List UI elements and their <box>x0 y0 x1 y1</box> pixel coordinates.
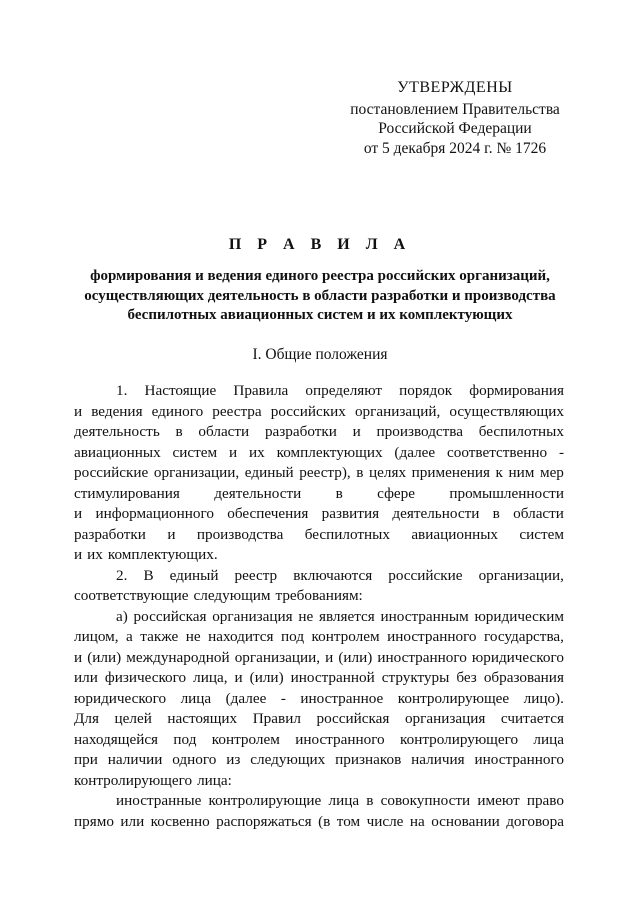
body-word: или <box>74 669 98 686</box>
body-word: наличии <box>107 751 163 768</box>
body-word: контролирующего <box>400 730 519 748</box>
body-word: систем <box>519 525 564 543</box>
body-word: основании <box>431 812 500 830</box>
body-word: российская <box>133 607 207 625</box>
body-word: включаются <box>293 566 373 584</box>
body-word: в <box>175 423 183 440</box>
body-word: (или) <box>87 648 122 666</box>
body-word: деятельность <box>74 423 160 440</box>
body-line <box>74 463 564 484</box>
body-word: - <box>280 689 286 707</box>
body-word: промышленности <box>449 484 564 502</box>
body-word: в <box>335 484 343 502</box>
body-line <box>74 689 564 710</box>
body-word: и <box>234 669 243 686</box>
approval-block <box>335 78 575 158</box>
body-word: а) <box>116 607 128 625</box>
body-word: иностранного <box>387 628 477 645</box>
body-word: следующим <box>193 587 271 604</box>
body-word: настоящих <box>167 710 238 727</box>
body-line <box>74 607 564 628</box>
body-word: Настоящие <box>144 382 217 399</box>
approval-line: от 5 декабря 2024 г. № 1726 <box>363 139 547 157</box>
body-word: находящейся <box>74 730 159 748</box>
body-line <box>74 668 564 689</box>
body-word: лицом, <box>74 628 119 645</box>
body-word: единый <box>169 566 219 584</box>
body-word: (или) <box>338 648 373 666</box>
body-word: и <box>229 443 238 461</box>
body-word: контролем <box>211 730 280 748</box>
body-word: организация <box>212 607 293 625</box>
body-word: иностранного <box>474 751 564 768</box>
body-word: производства <box>376 423 464 440</box>
body-word: на <box>409 812 425 830</box>
body-word: контролирующего <box>74 771 193 789</box>
body-word: сфере <box>377 484 415 502</box>
body-word: образования <box>483 669 564 686</box>
body-word: 2. <box>116 566 128 584</box>
body-word: (далее <box>225 689 267 707</box>
body-word: и <box>74 505 83 522</box>
body-word: единого <box>151 402 204 420</box>
body-word: лица, <box>193 669 228 686</box>
body-word: производства <box>196 525 284 543</box>
document-subtitle-line: формирования и ведения единого реестра российских организаций, <box>90 268 550 284</box>
body-word: и <box>74 546 83 563</box>
body-word: российская <box>316 710 390 727</box>
body-word: деятельности <box>392 505 480 522</box>
body-word: находится <box>208 628 274 645</box>
body-line <box>74 504 564 525</box>
body-word: беспилотных <box>304 525 390 543</box>
body-word: договора <box>506 812 564 830</box>
body-word: распоряжаться <box>216 812 312 830</box>
body-word: или <box>120 812 145 830</box>
body-word: иностранного <box>295 730 385 748</box>
body-line <box>74 730 564 751</box>
body-word: является <box>318 607 375 625</box>
body-word: стимулирования <box>74 484 180 502</box>
body-line <box>74 771 564 792</box>
body-word: иностранное <box>300 689 384 707</box>
body-word: авиационных <box>74 443 161 461</box>
body-word: физического <box>104 669 187 686</box>
body-word: их <box>249 443 265 461</box>
body-line <box>74 484 564 505</box>
body-word: беспилотных <box>478 423 564 440</box>
body-line <box>74 586 564 607</box>
body-word: (или) <box>249 669 284 686</box>
body-word: систем <box>172 443 218 461</box>
body-word: в <box>366 792 374 809</box>
body-word: определяют <box>305 382 383 399</box>
body-word: организаций, <box>354 402 441 420</box>
body-word: Правила <box>233 382 289 399</box>
approval-line: Российской Федерации <box>378 120 532 137</box>
body-word: (в <box>318 812 331 830</box>
document-title: П Р А В И Л А <box>228 236 412 253</box>
body-word: и <box>352 423 361 440</box>
body-word: не <box>298 607 314 625</box>
body-word: Правил <box>252 710 301 727</box>
body-word: в <box>356 464 364 481</box>
body-word: российских <box>270 402 346 420</box>
body-word: соответственно <box>447 443 548 461</box>
body-word: иностранные <box>116 792 202 809</box>
body-word: реестр <box>234 566 278 584</box>
body-word: под <box>173 730 197 748</box>
body-word: одного <box>172 751 217 768</box>
body-word: юридического <box>74 689 167 707</box>
body-word: организации, <box>234 648 321 666</box>
body-line <box>74 402 564 423</box>
body-word: лицо). <box>523 689 564 707</box>
body-word: В <box>143 566 154 584</box>
body-word: том <box>336 812 361 830</box>
body-word: международной <box>126 648 230 666</box>
body-line <box>74 422 564 443</box>
body-word: совокупности <box>380 792 471 809</box>
body-word: контролем <box>311 628 380 645</box>
body-word: их <box>87 546 103 563</box>
body-word: также <box>140 628 179 645</box>
body-word: реестр), <box>299 464 351 481</box>
body-line <box>74 443 564 464</box>
body-word: лица <box>328 792 360 809</box>
body-word: области <box>513 505 564 522</box>
body-line <box>74 709 564 730</box>
body-word: юридическим <box>474 607 564 625</box>
body-line <box>74 566 564 587</box>
body-word: при <box>74 751 98 768</box>
body-word: осуществляющих <box>449 402 564 420</box>
body-word: ним <box>508 464 535 481</box>
body-word: формирования <box>469 382 564 399</box>
approval-title: УТВЕРЖДЕНЫ <box>397 79 513 96</box>
body-word: лица <box>180 689 212 707</box>
body-word: структуры <box>381 669 450 686</box>
body-word: иностранного <box>377 648 467 666</box>
body-word: прямо <box>74 812 114 830</box>
body-word: порядок <box>399 382 453 399</box>
document-subtitle-line: беспилотных авиационных систем и их комплектующих <box>127 307 513 323</box>
body-word: целей <box>114 710 152 727</box>
body-word: считается <box>500 710 564 727</box>
body-word: под <box>281 628 305 645</box>
body-line <box>74 627 564 648</box>
body-word: лица <box>533 730 564 748</box>
body-line <box>74 525 564 546</box>
body-word: применения <box>411 464 490 481</box>
body-word: российские <box>74 464 149 481</box>
body-word: целях <box>369 464 407 481</box>
document-subtitle-line: осуществляющих деятельность в области разработки и производства <box>84 287 556 304</box>
body-word: организации, <box>478 566 564 584</box>
body-word: организации, <box>153 464 240 481</box>
body-word: в <box>492 505 500 522</box>
body-word: имеют <box>477 792 520 809</box>
body-word: к <box>495 464 503 481</box>
body-word: и <box>167 525 176 543</box>
body-line <box>74 791 564 812</box>
body-word: развития <box>321 505 380 522</box>
body-word: а <box>126 628 133 645</box>
body-word: комплектующих <box>276 443 383 461</box>
body-word: 1. <box>116 382 128 399</box>
body-line <box>74 648 564 669</box>
body-line <box>74 545 564 566</box>
body-word: юридического <box>471 648 564 666</box>
body-word: косвенно <box>150 812 210 830</box>
body-word: контролирующее <box>397 689 510 707</box>
body-word: наличия <box>411 751 465 768</box>
body-word: информационного <box>95 505 214 522</box>
body-word: требованиям: <box>275 587 363 604</box>
body-word: - <box>558 443 564 461</box>
body-word: области <box>198 423 250 440</box>
body-word: из <box>226 751 241 768</box>
body-line <box>74 381 564 402</box>
body-word: соответствующие <box>74 587 189 604</box>
body-word: иностранной <box>290 669 375 686</box>
body-word: признаков <box>335 751 402 768</box>
document-body <box>74 381 564 832</box>
document-heading <box>64 236 576 326</box>
approval-line: постановлением Правительства <box>350 100 560 118</box>
body-line <box>74 750 564 771</box>
body-word: деятельности <box>214 484 302 502</box>
body-word: следующих <box>250 751 326 768</box>
body-word: авиационных <box>411 525 498 543</box>
body-word: разработки <box>264 423 337 440</box>
body-word: Для <box>74 710 99 727</box>
body-word: лица: <box>197 771 232 789</box>
body-word: мер <box>539 464 564 481</box>
body-word: организация <box>404 710 486 727</box>
body-word: и <box>74 402 83 420</box>
body-line <box>74 812 564 833</box>
body-word: государства, <box>484 628 564 645</box>
body-word: и <box>325 648 334 666</box>
body-word: российские <box>388 566 463 584</box>
body-word: обеспечения <box>227 505 309 522</box>
body-word: числе <box>366 812 404 830</box>
body-word: разработки <box>74 525 146 543</box>
body-word: (далее <box>394 443 436 461</box>
body-word: и <box>74 648 83 666</box>
section-title: I. Общие положения <box>252 346 388 363</box>
body-word: комплектующих. <box>107 546 218 563</box>
body-word: не <box>185 628 201 645</box>
body-word: контролирующие <box>208 792 322 809</box>
body-word: право <box>526 792 564 809</box>
body-word: ведения <box>91 402 143 420</box>
body-word: реестра <box>212 402 262 420</box>
body-word: единый <box>244 464 294 481</box>
body-word: иностранным <box>380 607 469 625</box>
body-word: без <box>456 669 477 686</box>
